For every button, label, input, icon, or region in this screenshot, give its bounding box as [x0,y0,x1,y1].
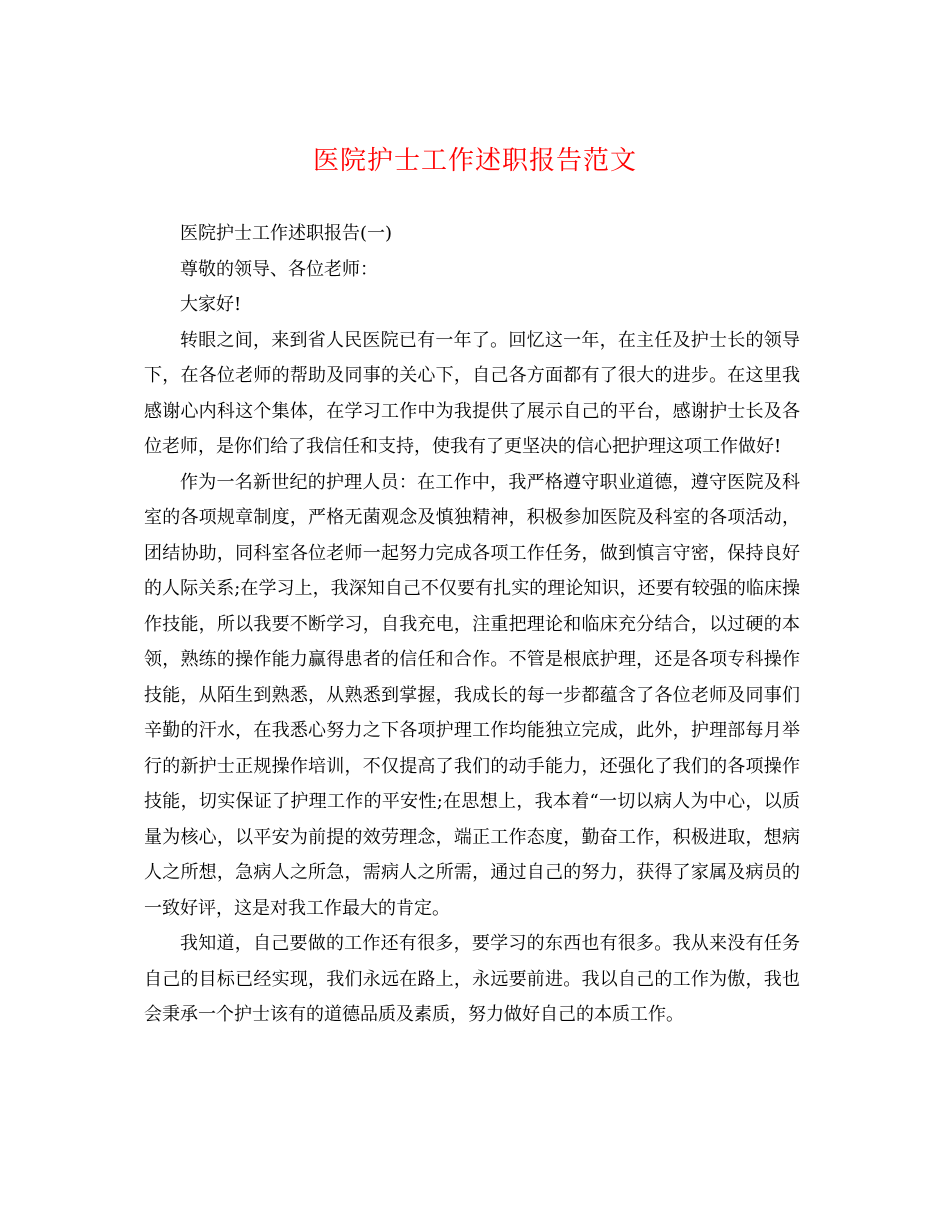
paragraph-conclusion: 我知道，自己要做的工作还有很多，要学习的东西也有很多。我从来没有任务自己的目标已经实现，我们永远在路上，永远要前进。我以自己的工作为傲，我也会秉承一个护士该有的道德品质及素质，努力做好自己的本质工作。 [144,933,800,1025]
salutation: 尊敬的领导、各位老师： [180,258,378,280]
paragraph-work: 作为一名新世纪的护理人员：在工作中，我严格遵守职业道德，遵守医院及科室的各项规章制度，严格无菌观念及慎独精神，积极参加医院及科室的各项活动，团结协助，同科室各位老师一起努力完成各项工作任务，做到慎言守密，保持良好的人际关系;在学习上，我深知自己不仅要有扎实的理论知识，还要有较强的临床操作技能，所以我要不断学习，自我充电，注重把理论和临床充分结合，以过硬的本领，熟练的操作能力赢得患者的信任和合作。不管是根底护理，还是各项专科操作技能，从陌生到熟悉，从熟悉到掌握，我成长的每一步都蕴含了各位老师及同事们辛勤的汗水，在我悉心努力之下各项护理工作均能独立完成，此外，护理部每月举行的新护士正规操作培训，不仅提高了我们的动手能力，还强化了我们的各项操作技能，切实保证了护理工作的平安性;在思想上，我本着“一切以病人为中心，以质量为核心，以平安为前提的效劳理念，端正工作态度，勤奋工作，积极进取，想病人之所想，急病人之所急，需病人之所需，通过自己的努力，获得了家属及病员的一致好评，这是对我工作最大的肯定。 [144,471,800,919]
document-title: 医院护士工作述职报告范文 [312,146,637,176]
document-body [144,216,800,1033]
report-heading: 医院护士工作述职报告(一) [180,223,393,244]
paragraph-intro: 转眼之间，来到省人民医院已有一年了。回忆这一年，在主任及护士长的领导下，在各位老师的帮助及同事的关心下，自己各方面都有了很大的进步。在这里我感谢心内科这个集体，在学习工作中为我提供了展示自己的平台，感谢护士长及各位老师，是你们给了我信任和支持，使我有了更坚决的信心把护理这项工作做好! [144,329,800,457]
greeting: 大家好! [180,294,242,315]
